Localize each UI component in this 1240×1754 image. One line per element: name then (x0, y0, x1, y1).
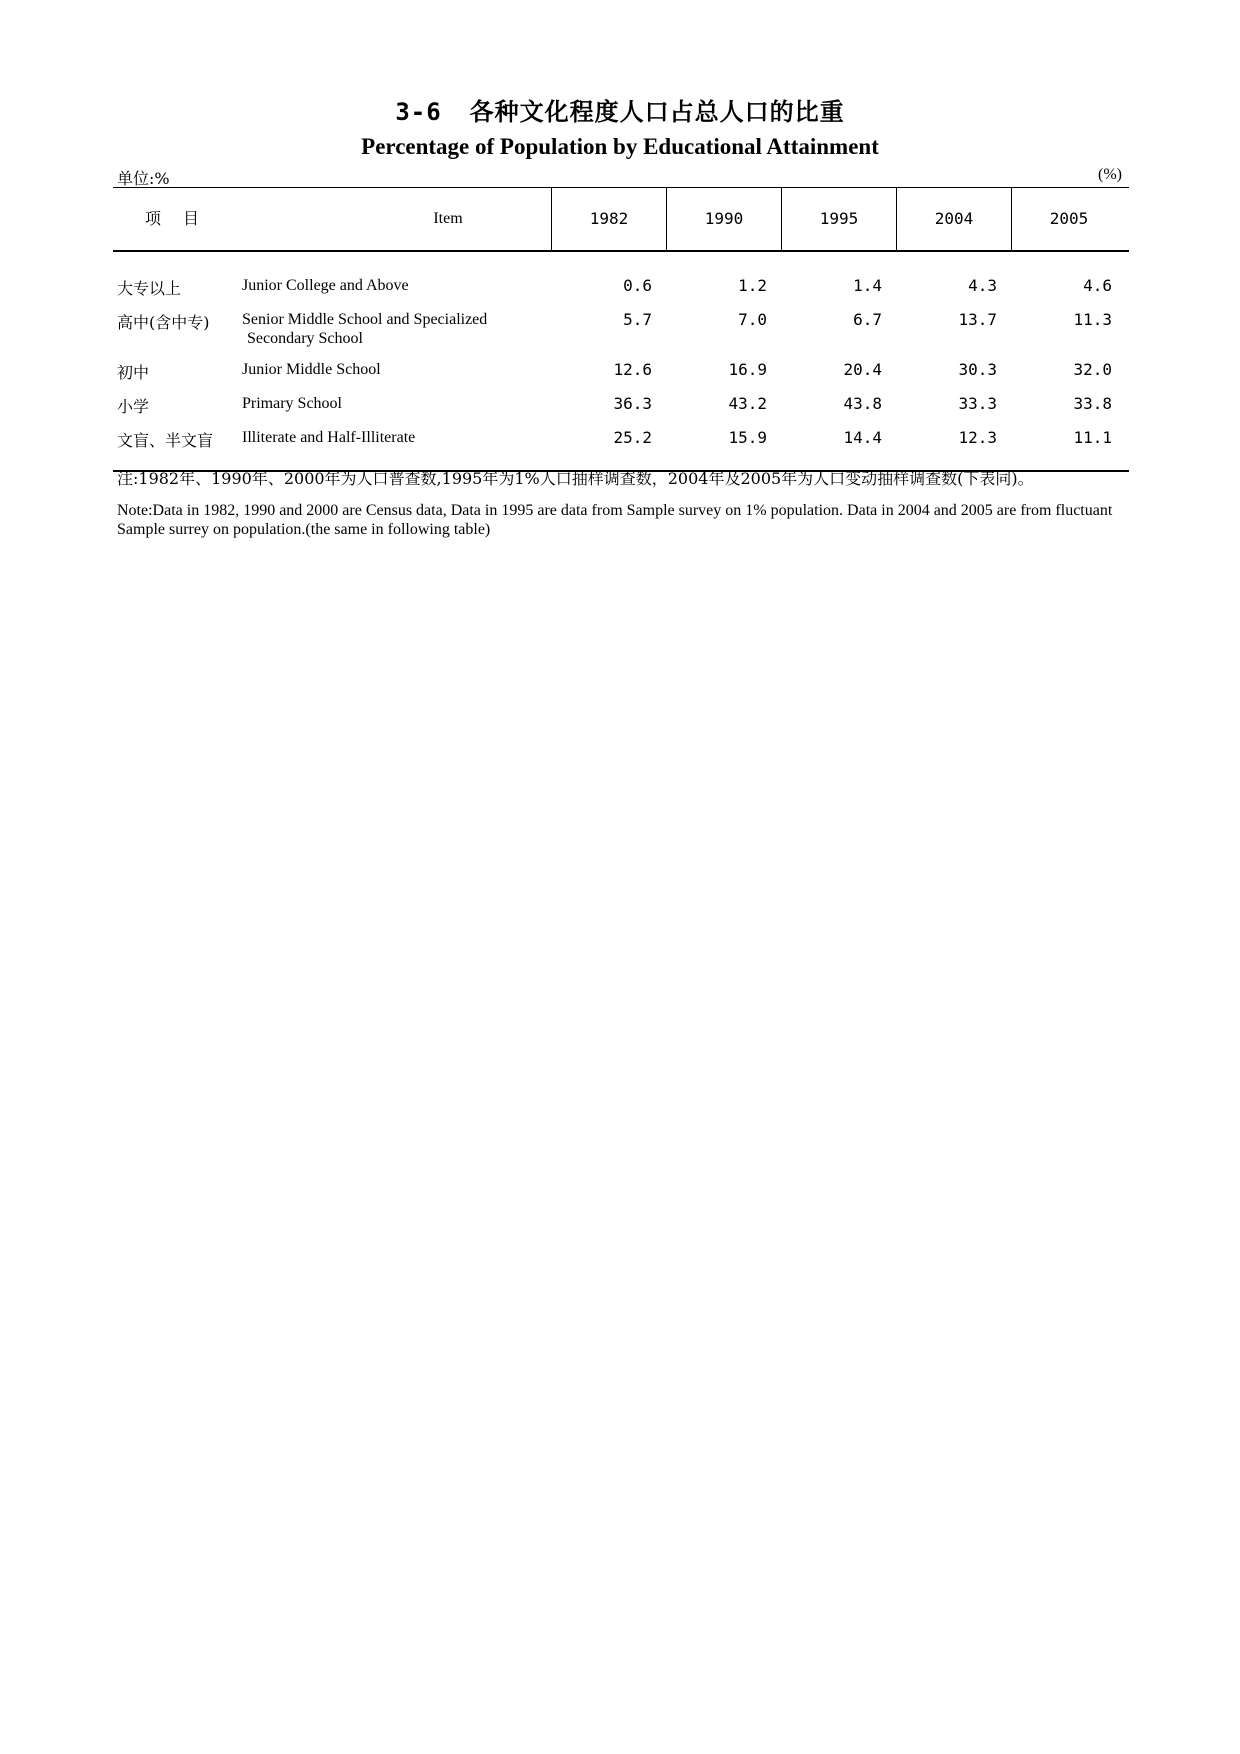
header-year-1990: 1990 (666, 188, 781, 250)
cell-value: 12.3 (958, 428, 997, 447)
cell-value: 14.4 (843, 428, 882, 447)
table-row (113, 354, 1129, 388)
row-label-cn: 初中 (117, 363, 150, 382)
header-year-1982: 1982 (551, 188, 666, 250)
cell-value: 1.4 (853, 276, 882, 295)
cell-value: 43.2 (728, 394, 767, 413)
row-label-en (242, 394, 542, 413)
unit-label-cn: 单位:% (117, 169, 170, 188)
page-title-chinese (0, 92, 1240, 127)
cell-value: 11.3 (1073, 310, 1112, 329)
row-label-cn: 高中(含中专) (117, 313, 210, 332)
cell-value: 12.6 (613, 360, 652, 379)
cell-value: 6.7 (853, 310, 882, 329)
row-label-en (242, 276, 542, 295)
cell-value: 13.7 (958, 310, 997, 329)
header-item-en: Item (433, 210, 463, 227)
cell-value: 1.2 (738, 276, 767, 295)
row-label-en (242, 310, 542, 348)
row-label-en-line1: Junior Middle School (242, 361, 381, 378)
cell-value: 4.6 (1083, 276, 1112, 295)
row-label-cn: 大专以上 (117, 279, 182, 298)
table-header (113, 187, 1129, 252)
cell-value: 30.3 (958, 360, 997, 379)
header-year-2004: 2004 (896, 188, 1011, 250)
row-label-en (242, 360, 542, 379)
table-number: 3-6 (395, 98, 442, 126)
footnote-chinese: 注:1982年、1990年、2000年为人口普查数,1995年为1%人口抽样调查数，2004年及2005年为人口变动抽样调查数(下表同)。 (117, 469, 1034, 488)
cell-value: 36.3 (613, 394, 652, 413)
cell-value: 5.7 (623, 310, 652, 329)
cell-value: 0.6 (623, 276, 652, 295)
row-label-en (242, 428, 542, 447)
table-body (113, 252, 1129, 472)
row-label-cn: 小学 (117, 397, 150, 416)
row-label-en-line1: Primary School (242, 395, 342, 412)
table-row (113, 304, 1129, 354)
table-row (113, 270, 1129, 304)
cell-value: 4.3 (968, 276, 997, 295)
cell-value: 7.0 (738, 310, 767, 329)
cell-value: 25.2 (613, 428, 652, 447)
header-item-cn: 项目 (144, 209, 221, 228)
row-label-en-line1: Senior Middle School and Specialized (242, 311, 488, 328)
unit-label-en: (%) (1098, 166, 1122, 183)
cell-value: 16.9 (728, 360, 767, 379)
table-row (113, 422, 1129, 456)
header-year-1995: 1995 (781, 188, 896, 250)
cell-value: 20.4 (843, 360, 882, 379)
header-year-2005: 2005 (1011, 188, 1126, 250)
data-table (113, 187, 1129, 472)
row-label-en-line2: Secondary School (247, 330, 363, 347)
page-title-english: Percentage of Population by Educational Attainment (361, 134, 879, 159)
cell-value: 15.9 (728, 428, 767, 447)
cell-value: 43.8 (843, 394, 882, 413)
row-label-en-line1: Junior College and Above (242, 277, 409, 294)
cell-value: 11.1 (1073, 428, 1112, 447)
title-cn-text: 各种文化程度人口占总人口的比重 (469, 98, 845, 126)
cell-value: 32.0 (1073, 360, 1112, 379)
footnote-english: Note:Data in 1982, 1990 and 2000 are Census data, Data in 1995 are data from Sample survey on 1% population. Data in 2004 and 2005 are from fluctuant Sample surrey on population.(the same in following table) (117, 502, 1113, 538)
cell-value: 33.8 (1073, 394, 1112, 413)
table-row (113, 388, 1129, 422)
cell-value: 33.3 (958, 394, 997, 413)
row-label-en-line1: Illiterate and Half-Illiterate (242, 429, 416, 446)
row-label-cn: 文盲、半文盲 (117, 431, 214, 450)
